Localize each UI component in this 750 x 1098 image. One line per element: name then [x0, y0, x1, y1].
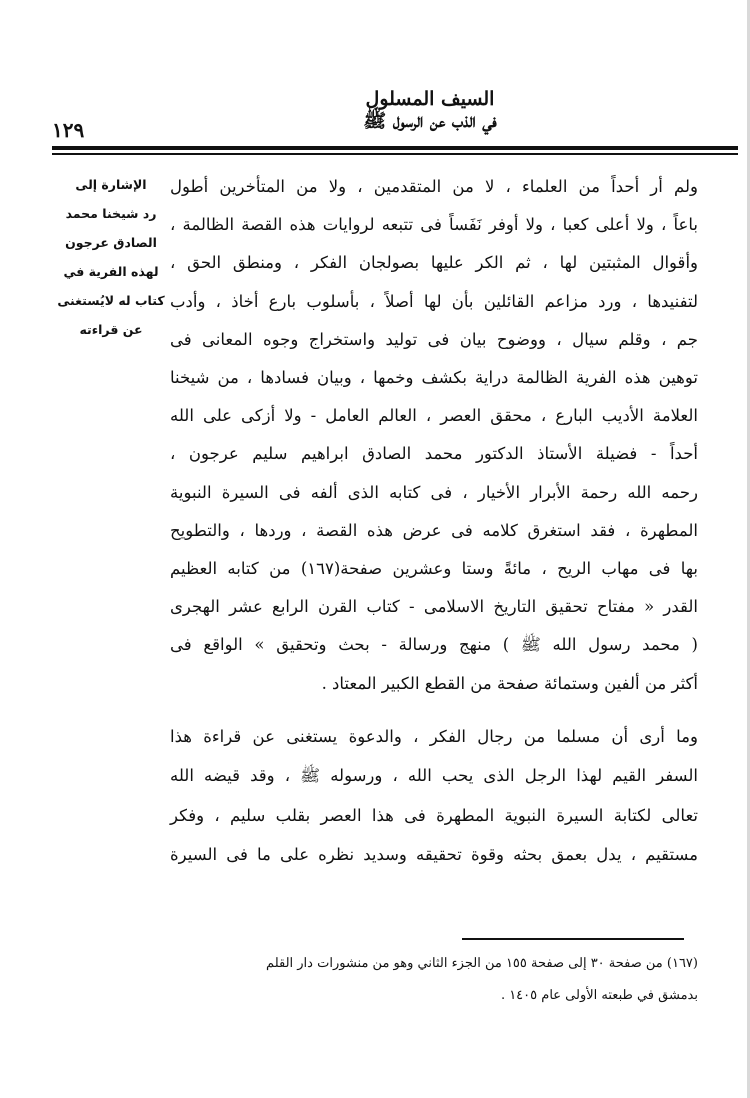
text-line: رحمه الله رحمة الأبرار الأخيار ، فى كتابه الذى ألفه فى السيرة النبوية [170, 482, 698, 502]
margin-note-line: الإشارة إلى [75, 177, 147, 192]
text-line: ( محمد رسول الله ﷺ ) منهج ورسالة - بحث وتحقيق » الواقع فى [170, 635, 698, 655]
margin-note-line: الصادق عرجون [65, 235, 157, 250]
text-line: تعالى لكتابة السيرة النبوية المطهرة فى هذا العصر بقلب سليم ، وفكر [170, 805, 698, 825]
text-line: وأقوال المثبتين لها ، ثم الكر عليها بصولجان الفكر ، ومنطق الحق ، [170, 253, 698, 273]
text-line: السفر القيم لهذا الرجل الذى يحب الله ، ورسوله ﷺ ، وقد قيضه الله [170, 766, 698, 786]
running-header-title [300, 88, 560, 132]
paragraph-2 [170, 717, 698, 875]
text-line: باعاً ، ولا أعلى كعبا ، ولا أوفر نَفَساً فى تتبعه لروايات هذه القصة الظالمة ، [170, 215, 698, 235]
text-line: ولم أر أحداً من العلماء ، لا من المتقدمين ، ولا من المتأخرين أطول [170, 177, 698, 196]
text-line: المطهرة ، فقد استغرق كلامه فى عرض هذه القصة ، وردها ، والتطويح [170, 520, 698, 540]
header-rule-thick [52, 146, 738, 150]
margin-note-line: رد شيخنا محمد [65, 206, 157, 221]
margin-note-line: كتاب له لايُستغنى [57, 293, 165, 308]
margin-note-line: عن قراءته [79, 322, 143, 337]
text-line: لتفنيدها ، ورد مزاعم القائلين بأن لها أصلاً ، بأسلوب بارع أخاذ ، وأدب [170, 291, 698, 311]
text-line: مستقيم ، يدل بعمق بحثه وقوة تحقيقه وسديد نظره على ما فى السيرة [170, 845, 698, 865]
header-title-line-2: في الذب عن الرسول ﷺ [363, 110, 497, 132]
margin-note [52, 170, 170, 344]
footnote-line: (١٦٧) من صفحة ٣٠ إلى صفحة ١٥٥ من الجزء الثاني وهو من منشورات دار القلم [266, 956, 698, 971]
footnote [138, 948, 698, 1012]
text-line: بها فى مهاب الريح ، مائةً وستا وعشرين صفحة(١٦٧) من كتابه العظيم [170, 559, 699, 579]
margin-note-line: لهذه الفرية في [63, 264, 159, 279]
text-line: أحداً - فضيلة الأستاذ الدكتور محمد الصادق ابراهيم سليم عرجون ، [170, 444, 699, 464]
text-line: وما أرى أن مسلما من رجال الفكر ، والدعوة يستغنى عن قراءة هذا [170, 726, 698, 746]
header-title-line-1: السيف المسلول [365, 88, 495, 110]
text-line: جم ، وقلم سيال ، ووضوح بيان فى توليد واستخراج وجوه المعانى فى [170, 329, 698, 349]
paragraph-1 [170, 168, 698, 703]
header-rule-thin [52, 153, 738, 155]
footnote-separator [462, 938, 684, 940]
text-line: توهين هذه الفرية الظالمة دراية بكشف وخمها ، وبيان فسادها ، من شيخنا [170, 368, 698, 388]
text-line: أكثر من ألفين وستمائة صفحة من القطع الكبير المعتاد . [321, 673, 698, 693]
text-line: العلامة الأديب البارع ، محقق العصر ، العالم العامل - ولا أزكى على الله [170, 406, 698, 426]
footnote-line: بدمشق في طبعته الأولى عام ١٤٠٥ . [500, 988, 698, 1003]
main-text [170, 168, 698, 875]
text-line: القدر « مفتاح تحقيق التاريخ الاسلامى - كتاب القرن الرابع عشر الهجرى [170, 597, 698, 617]
page-number: ١٢٩ [52, 118, 85, 142]
